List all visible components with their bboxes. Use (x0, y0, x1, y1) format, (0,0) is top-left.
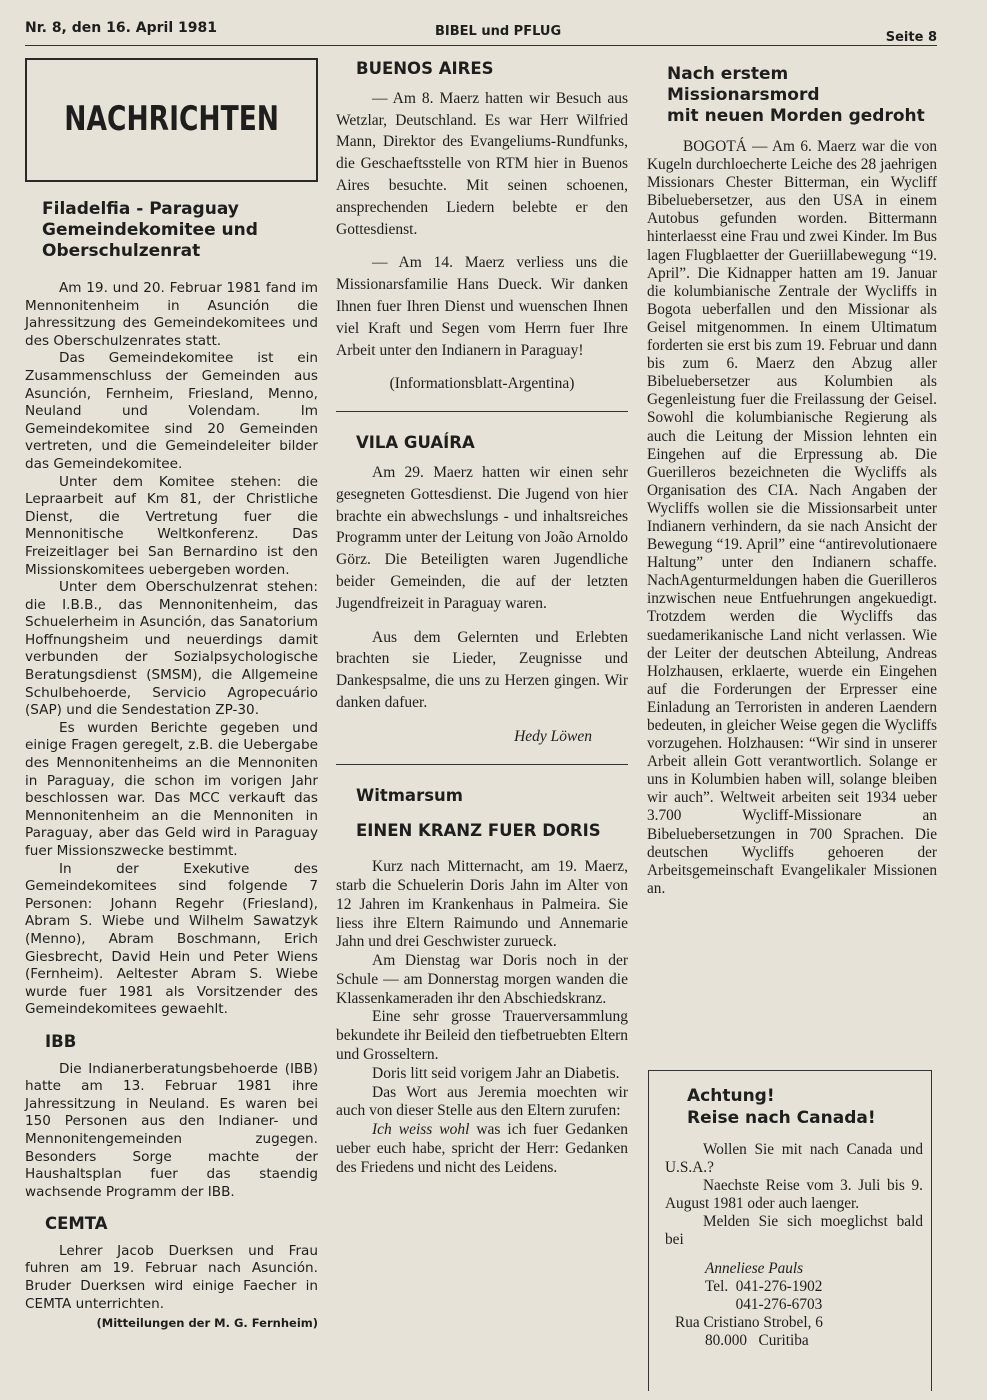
paragraph: Melden Sie sich moeglichst bald bei (665, 1213, 923, 1249)
divider (336, 411, 628, 412)
author-signature: Hedy Löwen (514, 727, 592, 745)
article-place: Witmarsum (356, 785, 463, 805)
paragraph: Unter dem Komitee stehen: die Lepraarbeit auf Km 81, der Christliche Dienst, die Vertretung fuer die Mennonitische Weltkonferenz. Das Freizeitlager bei San Bernardino ist den Missionskomitees uebergeben worden. (25, 473, 318, 578)
page-number: Seite 8 (885, 30, 937, 45)
contact-street: Rua Cristiano Strobel, 6 (675, 1313, 823, 1331)
paragraph: In der Exekutive des Gemeindekomitees sind folgende 7 Personen: Johann Regehr (Friesland), Abram S. Wiebe und Wilhelm Sawatzyk (Menno), Abram Boschmann, Erich Giesbrecht, David Hein und Peter Wiens (Fernheim). Aeltester Abram S. Wiebe wurde fuer 1981 als Vorsitzender des Gemeindekomitees gewaehlt. (25, 860, 318, 1018)
contact-phone: 041-276-6703 (705, 1295, 823, 1313)
contact-address (675, 1259, 931, 1350)
banner-title: NACHRICHTEN (64, 99, 279, 140)
paragraph: Das Gemeindekomitee ist ein Zusammenschluss der Gemeinden aus Asunción, Fernheim, Friesland, Menno, Neuland und Volendam. Im Gemeindekomitee sind 20 Gemeinden vertreten, und die Gemeindeleiter bilder das Gemeindekomitee. (25, 350, 318, 472)
contact-phone: Tel. 041-276-1902 (705, 1277, 823, 1295)
title-line: Reise nach Canada! (687, 1108, 876, 1128)
article-title-kranz: EINEN KRANZ FUER DORIS (356, 821, 601, 841)
source-credit: (Informationsblatt-Argentina) (389, 375, 575, 393)
newspaper-name: BIBEL und PFLUG (435, 24, 562, 39)
paragraph: Lehrer Jacob Duerksen und Frau fuhren am 19. Februar nach Asunción. Bruder Duerksen wird einige Faecher in CEMTA unterrichten. (25, 1242, 318, 1312)
paragraph: Am Dienstag war Doris noch in der Schule — am Donnerstag morgen wanden die Klassenkameraden ihr den Abschiedskranz. (336, 952, 628, 1007)
paragraph: BOGOTÁ — Am 6. Maerz war die von Kugeln durchloecherte Leiche des 28 jaehrigen Missionars Chester Bitterman, ein Wycliff Bibeluebersetzer, aus den USA in einem Autobus gefunden worden. Bittermann hinterlaesst eine Frau und zwei Kinder. Im Bus lagen Flugblaetter der Gueriillabewegung “19. April”. Die Kidnapper hatten am 19. Januar die kolumbianische Zentrale der Wycliffs in Bogota ueberfallen und den Missionar als Geisel mitgenommen. In einem Ultimatum forderten sie erst bis zum 19. Februar und dann bis zum 6. Maerz den Abzug aller Bibeluebersetzer aus Kolumbien als Gegenleistung fuer die Freilassung der Geisel. Sowohl die kolumbianische Regierung als auch die Leitung der Mission lehnten ein Eingehen auf die Erpressung ab. Die Guerilleros bezeichneten die Wycliffs als Organisation des CIA. Nach Angaben der Wycliffs wollen sie die Missionsarbeit unter Indianern verhindern, da sie nach Ansicht der Bewegung “19. April” eine “antirevolutionaere Haltung” unter den Indianern schaffe. NachAgenturmeldungen haben die Guerilleros inzwischen neue Entfuehrungen angekuedigt. Trotzdem werden die Wycliffs das suedamerikanische Land nicht verlassen. Wie der Leiter der deutschen Abteilung, Andreas Holzhausen, erklaerte, wuerde ein Eingehen auf die Forderungen der Erpresser eine Einladung an Terroristen in anderen Laendern bedeuten, in gleicher Weise gegen die Wycliffs vorzugehen. Holzhausen: “Wir sind in unserer Arbeit allein Gott verantwortlich. Solange er uns in Kolumbien haben will, solange bleiben wir auch”. Weltweit arbeiten seit 1934 ueber 3.700 Wycliff-Missionare an Bibeluebersetzungen in 700 Sprachen. Die deutschen Wycliffs gehoeren der Arbeitsgemeinschaft Evangelikaler Missionen an. (647, 138, 937, 897)
paragraph: Es wurden Berichte gegeben und einige Fragen geregelt, z.B. die Uebergabe des Mennonitenheims an die Mennoniten in Paraguay, die schon im vorigen Jahr beschlossen war. Das MCC verkauft das Mennonitenheim an die Mennoniten in Paraguay, aber das Geld wird in Paraguay fuer Missionszwecke bestimmt. (25, 719, 318, 859)
column-left (25, 58, 318, 1333)
paragraph: Doris litt seid vorigem Jahr an Diabetis. (372, 1064, 620, 1082)
title-line: Oberschulzenrat (42, 241, 201, 261)
paragraph-quote (336, 1121, 628, 1177)
paragraph: Kurz nach Mitternacht, am 19. Maerz, starb die Schuelerin Doris Jahn im Alter von 12 Jahren im Krankenhaus in Palmeira. Sie liess ihre Eltern Raimundo und Annemarie Jahn und drei Geschwister zurueck. (336, 858, 628, 951)
header-rule (25, 45, 937, 46)
notice-title (687, 1085, 931, 1129)
contact-city: 80.000 Curitiba (705, 1331, 809, 1349)
quote-italic: Ich weiss wohl (372, 1121, 470, 1139)
paragraph: Wollen Sie mit nach Canada und U.S.A.? (665, 1141, 923, 1177)
paragraph: — Am 14. Maerz verliess uns die Missionarsfamilie Hans Dueck. Wir danken Ihnen fuer Ihren Dienst und wuenschen Ihnen viel Kraft und Segen vom Herrn fuer Ihre Arbeit unter den Indianern in Paraguay! (336, 254, 628, 359)
title-line: Filadelfia - Paraguay (42, 199, 239, 219)
column-right (647, 58, 937, 898)
article-title-cemta: CEMTA (45, 1214, 108, 1234)
title-line: Gemeindekomitee und (42, 220, 258, 240)
article-title-missionarsmord (667, 64, 937, 127)
column-middle (336, 58, 628, 1178)
page-header (25, 16, 937, 48)
article-title-vila-guaira: VILA GUAÍRA (356, 433, 475, 453)
section-banner (25, 58, 318, 182)
issue-date: Nr. 8, den 16. April 1981 (25, 20, 217, 36)
paragraph: Am 29. Maerz hatten wir einen sehr gesegneten Gottesdienst. Die Jugend von hier brachte ein abwechslungs - und inhaltsreiches Programm unter der Leitung von João Arnoldo Görz. Die Beteiligten waren Jugendliche beider Gemeinden, die auf der letzten Jugendfreizeit in Paraguay waren. (336, 463, 628, 612)
article-title-ibb: IBB (45, 1031, 77, 1051)
paragraph: Am 19. und 20. Februar 1981 fand im Mennonitenheim in Asunción die Jahressitzung des Gemeindekomitees und des Oberschulzenrates statt. (25, 280, 318, 349)
contact-name: Anneliese Pauls (705, 1259, 804, 1277)
travel-notice-box (648, 1070, 932, 1391)
paragraph: Aus dem Gelernten und Erlebten brachten sie Lieder, Zeugnisse und Dankespsalme, die uns zu Herzen gingen. Wir danken dafuer. (336, 628, 628, 711)
title-line: mit neuen Morden gedroht (667, 106, 925, 126)
paragraph: Eine sehr grosse Trauerversammlung bekundete ihr Beileid den tiefbetruebten Eltern und Grosseltern. (336, 1008, 628, 1064)
article-body-doris (336, 858, 628, 1178)
source-credit: (Mitteilungen der M. G. Fernheim) (96, 1316, 318, 1331)
title-line: Nach erstem Missionarsmord (667, 64, 820, 105)
title-line: Achtung! (687, 1086, 775, 1106)
quote-text: was ich fuer Gedanken ueber euch habe, spricht der Herr: Gedanken des Friedens und nicht des Leidens. (336, 1121, 628, 1176)
divider (336, 764, 628, 765)
article-title-buenos-aires: BUENOS AIRES (356, 59, 494, 78)
paragraph: Naechste Reise vom 3. Juli bis 9. August 1981 oder auch laenger. (665, 1177, 923, 1213)
paragraph: Unter dem Oberschulzenrat stehen: die I.B.B., das Mennonitenheim, das Schuelerheim in Asunción, das Sanatorium Hoffnungsheim und neuerdings damit verbunden der Sozialpsychologische Beratungsdienst (SMSM), die Allgemeine Schulbehoerde, Servicio Agropecuário (SAP) und die Sendestation ZP-30. (25, 579, 318, 719)
article-title-filadelfia (42, 199, 318, 262)
paragraph: Das Wort aus Jeremia moechten wir auch von dieser Stelle aus den Eltern zurufen: (336, 1083, 628, 1120)
paragraph: Die Indianerberatungsbehoerde (IBB) hatte am 13. Februar 1981 ihre Jahressitzung in Neuland. Es waren bei 150 Personen aus den Indianer- und Mennonitengemeinden zugegen. Besonders Sorge machte der Haushaltsplan fuer das staendig wachsende Programm der IBB. (25, 1060, 318, 1200)
paragraph: — Am 8. Maerz hatten wir Besuch aus Wetzlar, Deutschland. Es war Herr Wilfried Mann, Direktor des Evangeliums-Rundfunks, die Geschaeftsstelle von RTM hier in Buenos Aires besuchte. Mit seinen schoenen, ansprechenden Liedern belebte er den Gottesdienst. (336, 89, 628, 238)
